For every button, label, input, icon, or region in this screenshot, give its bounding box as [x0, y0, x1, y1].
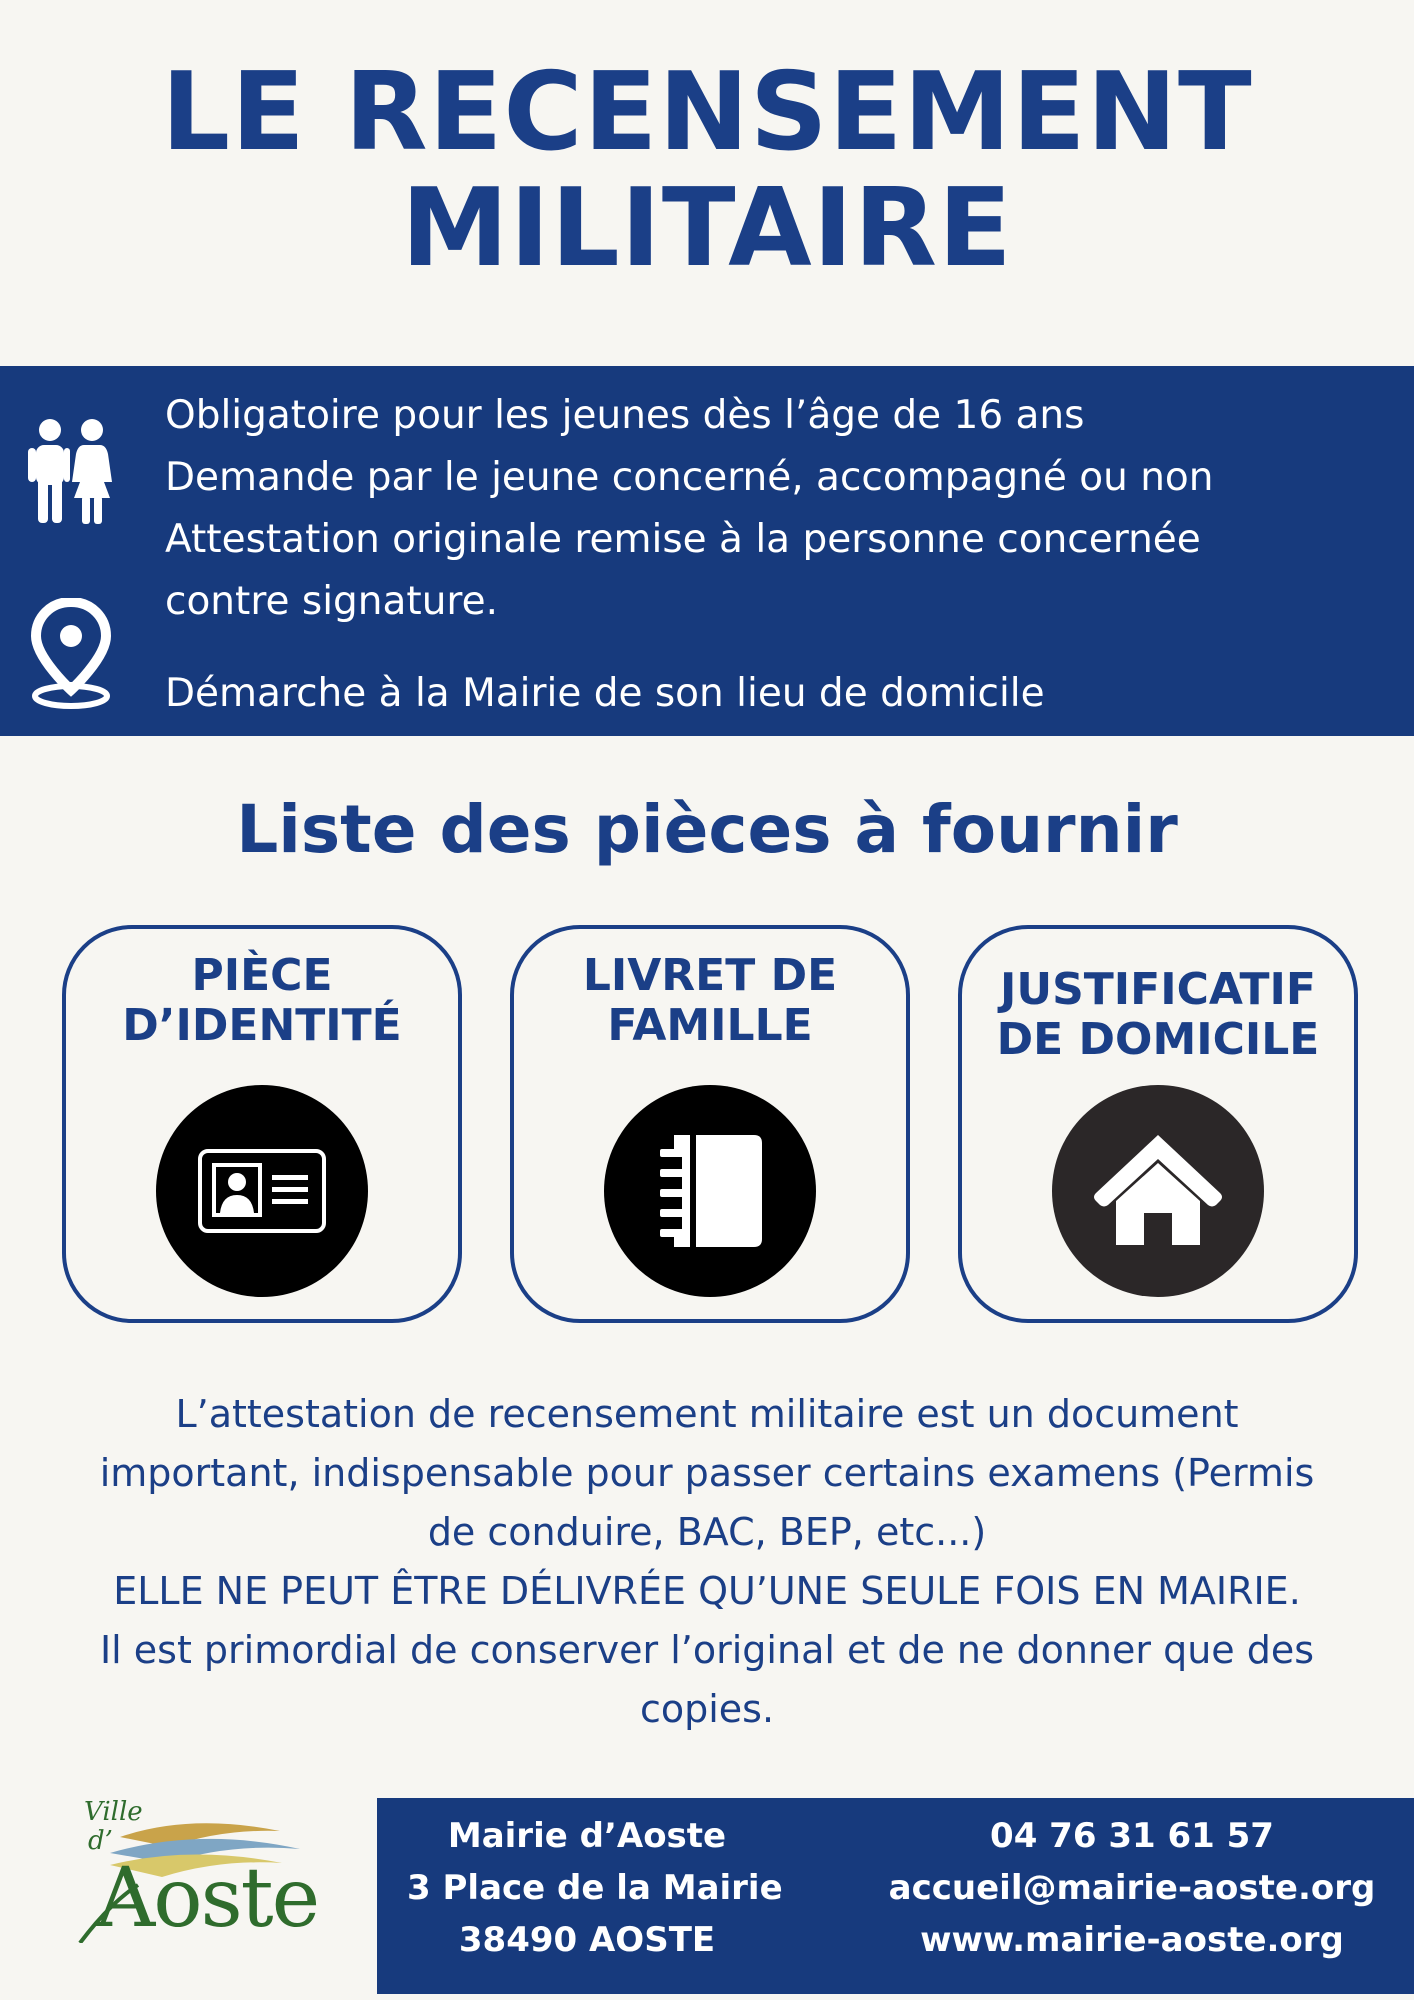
- location-pin-icon: [30, 598, 112, 710]
- footer-address-name: Mairie d’Aoste: [447, 1816, 727, 1856]
- card-label: [962, 965, 1354, 1065]
- documents-title: Liste des pièces à fournir: [236, 791, 1178, 868]
- footer-address-street: 3 Place de la Mairie: [407, 1868, 783, 1908]
- card-icon-circle: [604, 1085, 816, 1297]
- house-icon: [1052, 1085, 1264, 1297]
- footer-band: [377, 1798, 1414, 1994]
- document-card-family-book: [510, 925, 910, 1323]
- info-line-signature: contre signature.: [165, 579, 498, 624]
- footer-phone[interactable]: 04 76 31 61 57: [990, 1816, 1274, 1856]
- footer-email-link[interactable]: accueil@mairie-aoste.org: [888, 1868, 1376, 1908]
- info-line-location: Démarche à la Mairie de son lieu de domicile: [165, 671, 1045, 716]
- title-line-1: LE RECENSEMENT: [161, 50, 1253, 175]
- footer-contact: [882, 1810, 1382, 1966]
- title-line-2: MILITAIRE: [401, 166, 1013, 291]
- people-icon: [28, 418, 112, 526]
- card-icon-circle: [1052, 1085, 1264, 1297]
- logo-text-d: d’: [88, 1826, 113, 1856]
- notice-line: Il est primordial de conserver l’original et de ne donner que des: [99, 1628, 1315, 1672]
- footer-address: [407, 1810, 783, 1966]
- card-label-line-2: FAMILLE: [607, 1000, 813, 1051]
- notice-line-warning: ELLE NE PEUT ÊTRE DÉLIVRÉE QU’UNE SEULE FOIS EN MAIRIE.: [113, 1569, 1301, 1613]
- page-title: [0, 50, 1414, 291]
- document-card-proof-of-address: [958, 925, 1358, 1323]
- footer-website-link[interactable]: www.mairie-aoste.org: [920, 1920, 1344, 1960]
- card-label-line-1: LIVRET DE: [582, 950, 838, 1001]
- notice-text: [40, 1385, 1374, 1739]
- info-line-attestation: Attestation originale remise à la personne concernée: [165, 517, 1201, 562]
- logo-text-ville: Ville: [84, 1797, 143, 1827]
- document-card-identity: [62, 925, 462, 1323]
- card-label-line-1: PIÈCE: [191, 950, 333, 1001]
- card-label-line-2: D’IDENTITÉ: [122, 1000, 402, 1051]
- notice-line: L’attestation de recensement militaire est un document: [175, 1392, 1239, 1436]
- info-line-age: Obligatoire pour les jeunes dès l’âge de 16 ans: [165, 393, 1085, 438]
- card-label-line-2: DE DOMICILE: [996, 1014, 1320, 1065]
- id-card-icon: [156, 1085, 368, 1297]
- card-icon-circle: [156, 1085, 368, 1297]
- card-label: [66, 951, 458, 1051]
- card-label-line-1: JUSTIFICATIF: [1000, 964, 1316, 1015]
- info-line-request: Demande par le jeune concerné, accompagné ou non: [165, 455, 1214, 500]
- notice-line: copies.: [639, 1687, 775, 1731]
- notice-line: de conduire, BAC, BEP, etc...): [427, 1510, 987, 1554]
- notebook-icon: [604, 1085, 816, 1297]
- info-band: [0, 366, 1414, 736]
- notice-line: important, indispensable pour passer certains examens (Permis: [99, 1451, 1315, 1495]
- logo-text-aoste: Aoste: [96, 1851, 319, 1946]
- footer-address-city: 38490 AOSTE: [458, 1920, 716, 1960]
- card-label: [514, 951, 906, 1051]
